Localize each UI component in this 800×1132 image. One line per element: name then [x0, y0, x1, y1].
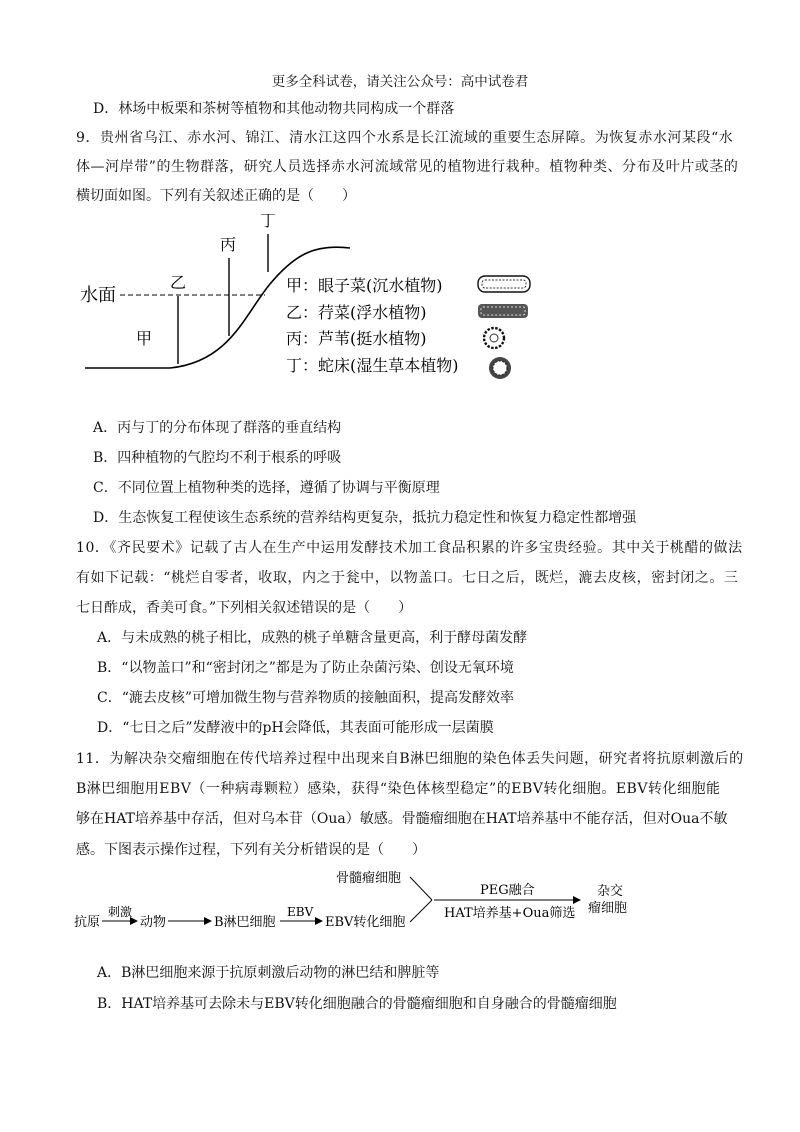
- position-label-ding: 丁: [260, 214, 277, 230]
- water-surface-label: 水面: [80, 285, 116, 306]
- flow-hybrid-line2: 瘤细胞: [588, 901, 628, 916]
- position-label-yi: 乙: [170, 273, 187, 292]
- q10-stem-line-2: 有如下记载：“桃烂自零者，收取，内之于瓮中，以物盖口。七日之后，既烂，漉去皮核，密封闭之。三: [76, 570, 739, 586]
- q10-stem-line-1: 10．《齐民要术》记载了古人在生产中运用发酵技术加工食品积累的许多宝贵经验。其中关于桃醋的做法: [76, 540, 743, 556]
- q10-stem-line-3: 七日酢成，香美可食。”下列相关叙述错误的是（ ）: [76, 600, 413, 616]
- q9-stem-line-2: 体—河岸带”的生物群落，研究人员选择赤水河流域常见的植物进行栽种。植物种类、分布及叶片或茎的: [76, 159, 739, 175]
- q9-option-c: C．不同位置上植物种类的选择，遵循了协调与平衡原理: [93, 480, 440, 496]
- ding-cross-section-icon: [489, 357, 511, 379]
- legend-ding: 丁：蛇床(湿生草本植物): [286, 356, 459, 375]
- q8-option-d: D．林场中板栗和茶树等植物和其他动物共同构成一个群落: [93, 101, 455, 117]
- q10-option-a: A．与未成熟的桃子相比，成熟的桃子单糖含量更高，利于酵母菌发酵: [97, 630, 528, 646]
- yi-cross-section-icon: [478, 304, 528, 318]
- legend-yi: 乙：荇菜(浮水植物): [286, 303, 427, 322]
- legend-jia: 甲：眼子菜(沉水植物): [286, 276, 443, 295]
- position-label-jia: 甲: [136, 329, 153, 348]
- q11-stem-line-1: 11．为解决杂交瘤细胞在传代培养过程中出现来自B淋巴细胞的染色体丢失问题，研究者将抗原刺激后的: [76, 751, 744, 767]
- flow-ebv-cell: EBV转化细胞: [325, 915, 406, 930]
- q9-stem-line-1: 9．贵州省乌江、赤水河、锦江、清水江这四个水系是长江流域的重要生态屏障。为恢复赤水河某段“水: [76, 130, 734, 146]
- bing-cross-section-icon: [484, 328, 504, 348]
- q11-stem-line-2: B淋巴细胞用EBV（一种病毒颗粒）感染，获得“染色体核型稳定”的EBV转化细胞。EBV转化细胞能: [76, 781, 721, 797]
- page-header: 更多全科试卷，请关注公众号：高中试卷君: [271, 74, 529, 90]
- q10-option-c: C．“漉去皮核”可增加微生物与营养物质的接触面积，提高发酵效率: [97, 690, 515, 706]
- flow-antigen: 抗原: [74, 915, 101, 930]
- q10-option-b: B．“以物盖口”和“密封闭之”都是为了防止杂菌污染、创设无氧环境: [97, 660, 514, 676]
- q11-flow-diagram: [70, 866, 640, 938]
- flow-ebv: EBV: [287, 905, 314, 919]
- q11-option-a: A．B淋巴细胞来源于抗原刺激后动物的淋巴结和脾脏等: [97, 965, 440, 981]
- q11-stem-line-4: 感。下图表示操作过程，下列有关分析错误的是（ ）: [76, 842, 426, 858]
- flow-peg: PEG融合: [480, 883, 535, 898]
- flow-hat: HAT培养基+Oua筛选: [444, 906, 576, 921]
- q9-option-d: D．生态恢复工程使该生态系统的营养结构更复杂，抵抗力稳定性和恢复力稳定性都增强: [93, 510, 637, 526]
- flow-animal: 动物: [140, 915, 167, 930]
- flow-b-cell: B淋巴细胞: [214, 915, 276, 930]
- q9-option-b: B．四种植物的气腔均不利于根系的呼吸: [93, 450, 342, 466]
- q9-option-a: A．丙与丁的分布体现了群落的垂直结构: [93, 420, 342, 436]
- flow-stimulate: 刺激: [108, 905, 133, 919]
- q9-stem-line-3: 横切面如图。下列有关叙述正确的是（ ）: [76, 188, 356, 204]
- jia-cross-section-icon: [478, 276, 530, 292]
- legend-bing: 丙：芦苇(挺水植物): [286, 329, 427, 348]
- q11-stem-line-3: 够在HAT培养基中存活，但对乌本苷（Oua）敏感。骨髓瘤细胞在HAT培养基中不能存活，但对Oua不敏: [76, 811, 728, 827]
- flow-myeloma: 骨髓瘤细胞: [336, 871, 402, 886]
- q9-plant-distribution-figure: [60, 214, 540, 394]
- q11-option-b: B．HAT培养基可去除未与EBV转化细胞融合的骨髓瘤细胞和自身融合的骨髓瘤细胞: [97, 996, 617, 1012]
- q10-option-d: D．“七日之后”发酵液中的pH会降低，其表面可能形成一层菌膜: [97, 720, 494, 736]
- position-label-bing: 丙: [220, 235, 237, 254]
- flow-hybrid-line1: 杂交: [597, 884, 624, 899]
